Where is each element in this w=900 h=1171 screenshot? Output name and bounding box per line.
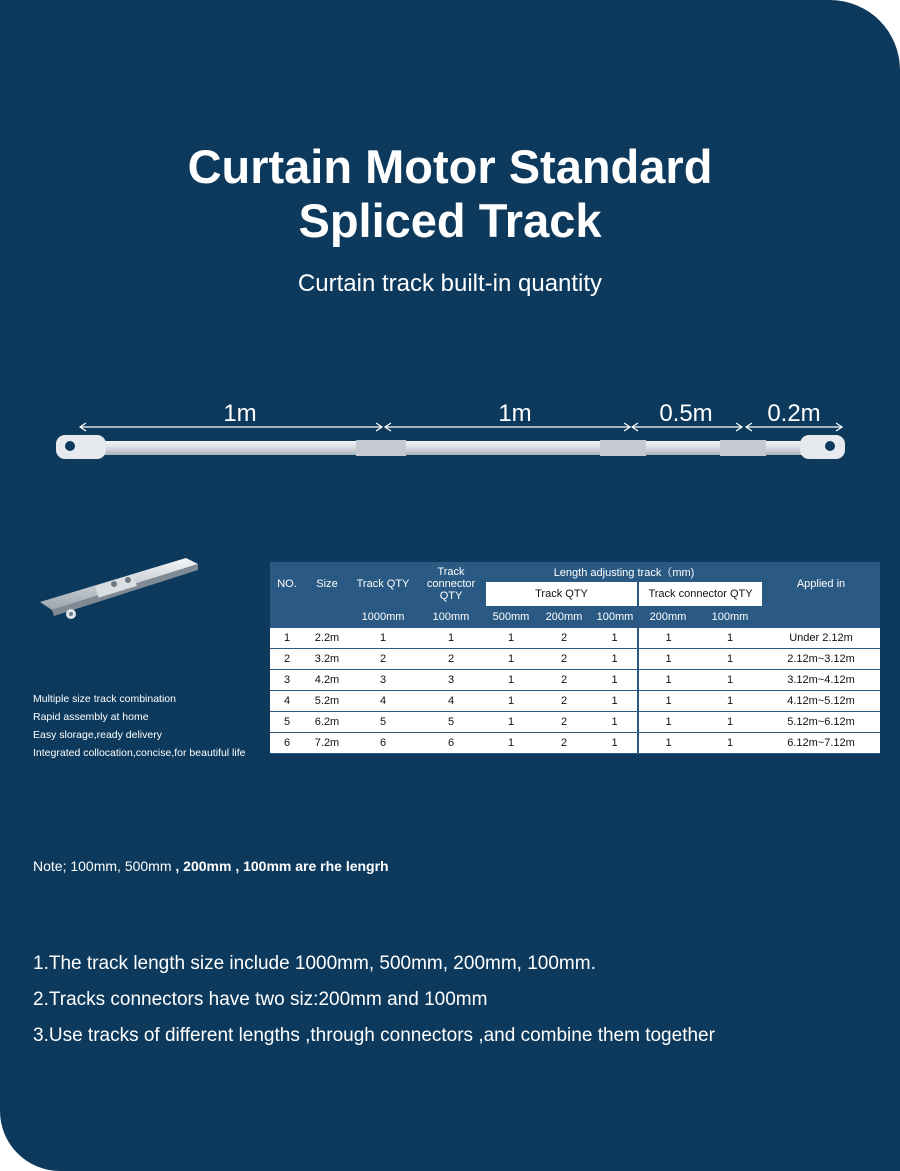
track-part-illustration	[36, 552, 201, 632]
header-no: NO.	[270, 562, 304, 606]
page-subtitle: Curtain track built-in quantity	[297, 270, 603, 297]
table-cell: 7.2m	[304, 733, 350, 754]
table-cell: 1	[416, 628, 486, 649]
table-row	[270, 712, 880, 733]
table-cell: 1	[592, 670, 638, 691]
header-size: Size	[304, 562, 350, 606]
table-cell: 5.2m	[304, 691, 350, 712]
header-track-connector-qty: Track connector QTY	[416, 562, 486, 606]
info-point: 3.Use tracks of different lengths ,through connectors ,and combine them together	[33, 1025, 715, 1046]
table-cell: 1	[698, 628, 762, 649]
subheader-connector-qty: Track connector QTY	[638, 582, 762, 606]
table-cell: 1	[592, 733, 638, 754]
feature-item: Easy slorage,ready delivery	[33, 729, 162, 741]
unit-label: 1000mm	[350, 606, 416, 628]
table-cell: 4.12m~5.12m	[762, 691, 880, 712]
table-cell: 2.12m~3.12m	[762, 649, 880, 670]
note-plain: Note; 100mm, 500mm	[33, 858, 176, 874]
track-rail	[56, 435, 845, 459]
info-point: 2.Tracks connectors have two siz:200mm and 100mm	[33, 989, 488, 1010]
table-cell: 2	[536, 628, 592, 649]
subheader-track-qty: Track QTY	[486, 582, 638, 606]
table-cell: 5	[350, 712, 416, 733]
unit-label: 100mm	[592, 606, 638, 628]
table-cell: 1	[350, 628, 416, 649]
table-cell: 6.12m~7.12m	[762, 733, 880, 754]
table-cell: 5	[416, 712, 486, 733]
table-cell: 4	[416, 691, 486, 712]
table-cell: 5	[270, 712, 304, 733]
header-track-qty: Track QTY	[350, 562, 416, 606]
table-cell: 6	[270, 733, 304, 754]
table-cell: 1	[592, 712, 638, 733]
table-cell: 5.12m~6.12m	[762, 712, 880, 733]
table-row	[270, 733, 880, 754]
unit-label: 100mm	[698, 606, 762, 628]
table-cell: 1	[592, 691, 638, 712]
table-cell: 2.2m	[304, 628, 350, 649]
info-points	[33, 946, 715, 1054]
table-cell: 3.2m	[304, 649, 350, 670]
table-cell: 1	[698, 670, 762, 691]
unit-label: 100mm	[416, 606, 486, 628]
feature-list	[33, 690, 245, 762]
table-cell: 1	[638, 733, 698, 754]
table-cell: 1	[486, 733, 536, 754]
table-cell: 3	[350, 670, 416, 691]
note-bold: , 200mm , 100mm are rhe lengrh	[175, 858, 389, 874]
table-cell: 2	[536, 691, 592, 712]
table-cell: Under 2.12m	[762, 628, 880, 649]
feature-item: Integrated collocation,concise,for beautiful life	[33, 747, 246, 759]
title-line-1: Curtain Motor Standard	[187, 140, 713, 193]
info-point: 1.The track length size include 1000mm, 500mm, 200mm, 100mm.	[33, 953, 596, 974]
table-cell: 6	[416, 733, 486, 754]
table-cell: 1	[638, 628, 698, 649]
table-cell: 4	[350, 691, 416, 712]
table-row	[270, 670, 880, 691]
table-cell: 1	[638, 691, 698, 712]
table-cell: 2	[536, 670, 592, 691]
segment-label-3: 0.5m	[659, 400, 713, 427]
table-cell: 1	[592, 628, 638, 649]
table-cell: 2	[270, 649, 304, 670]
table-cell: 3.12m~4.12m	[762, 670, 880, 691]
unit-label: 200mm	[536, 606, 592, 628]
table-cell: 1	[638, 649, 698, 670]
header-length-adjusting: Length adjusting track（mm)	[486, 562, 762, 582]
table-cell: 2	[536, 649, 592, 670]
table-cell: 1	[486, 670, 536, 691]
page-title	[0, 140, 900, 248]
unit-label: 200mm	[638, 606, 698, 628]
length-note	[33, 858, 389, 874]
table-cell: 1	[698, 712, 762, 733]
table-cell: 2	[536, 733, 592, 754]
table-cell: 1	[698, 733, 762, 754]
table-cell: 1	[486, 628, 536, 649]
table-cell: 1	[486, 649, 536, 670]
table-cell: 6.2m	[304, 712, 350, 733]
table-cell: 3	[270, 670, 304, 691]
table-cell: 1	[486, 691, 536, 712]
table-cell: 4.2m	[304, 670, 350, 691]
table-cell: 2	[416, 649, 486, 670]
table-row	[270, 649, 880, 670]
table-cell: 1	[270, 628, 304, 649]
table-row	[270, 628, 880, 649]
segment-label-1: 1m	[223, 400, 257, 427]
spec-table-body	[270, 628, 880, 754]
table-cell: 2	[536, 712, 592, 733]
table-cell: 1	[592, 649, 638, 670]
table-cell: 2	[350, 649, 416, 670]
table-cell: 1	[486, 712, 536, 733]
feature-item: Multiple size track combination	[33, 693, 176, 705]
spec-table	[270, 562, 880, 754]
table-cell: 4	[270, 691, 304, 712]
segment-label-4: 0.2m	[767, 400, 821, 427]
table-cell: 6	[350, 733, 416, 754]
table-row	[270, 691, 880, 712]
feature-item: Rapid assembly at home	[33, 711, 149, 723]
table-cell: 1	[698, 691, 762, 712]
header-applied-in: Applied in	[762, 562, 880, 606]
unit-label: 500mm	[486, 606, 536, 628]
table-cell: 1	[638, 670, 698, 691]
table-cell: 1	[638, 712, 698, 733]
table-cell: 3	[416, 670, 486, 691]
table-cell: 1	[698, 649, 762, 670]
segment-label-2: 1m	[498, 400, 532, 427]
title-line-2: Spliced Track	[298, 194, 602, 247]
